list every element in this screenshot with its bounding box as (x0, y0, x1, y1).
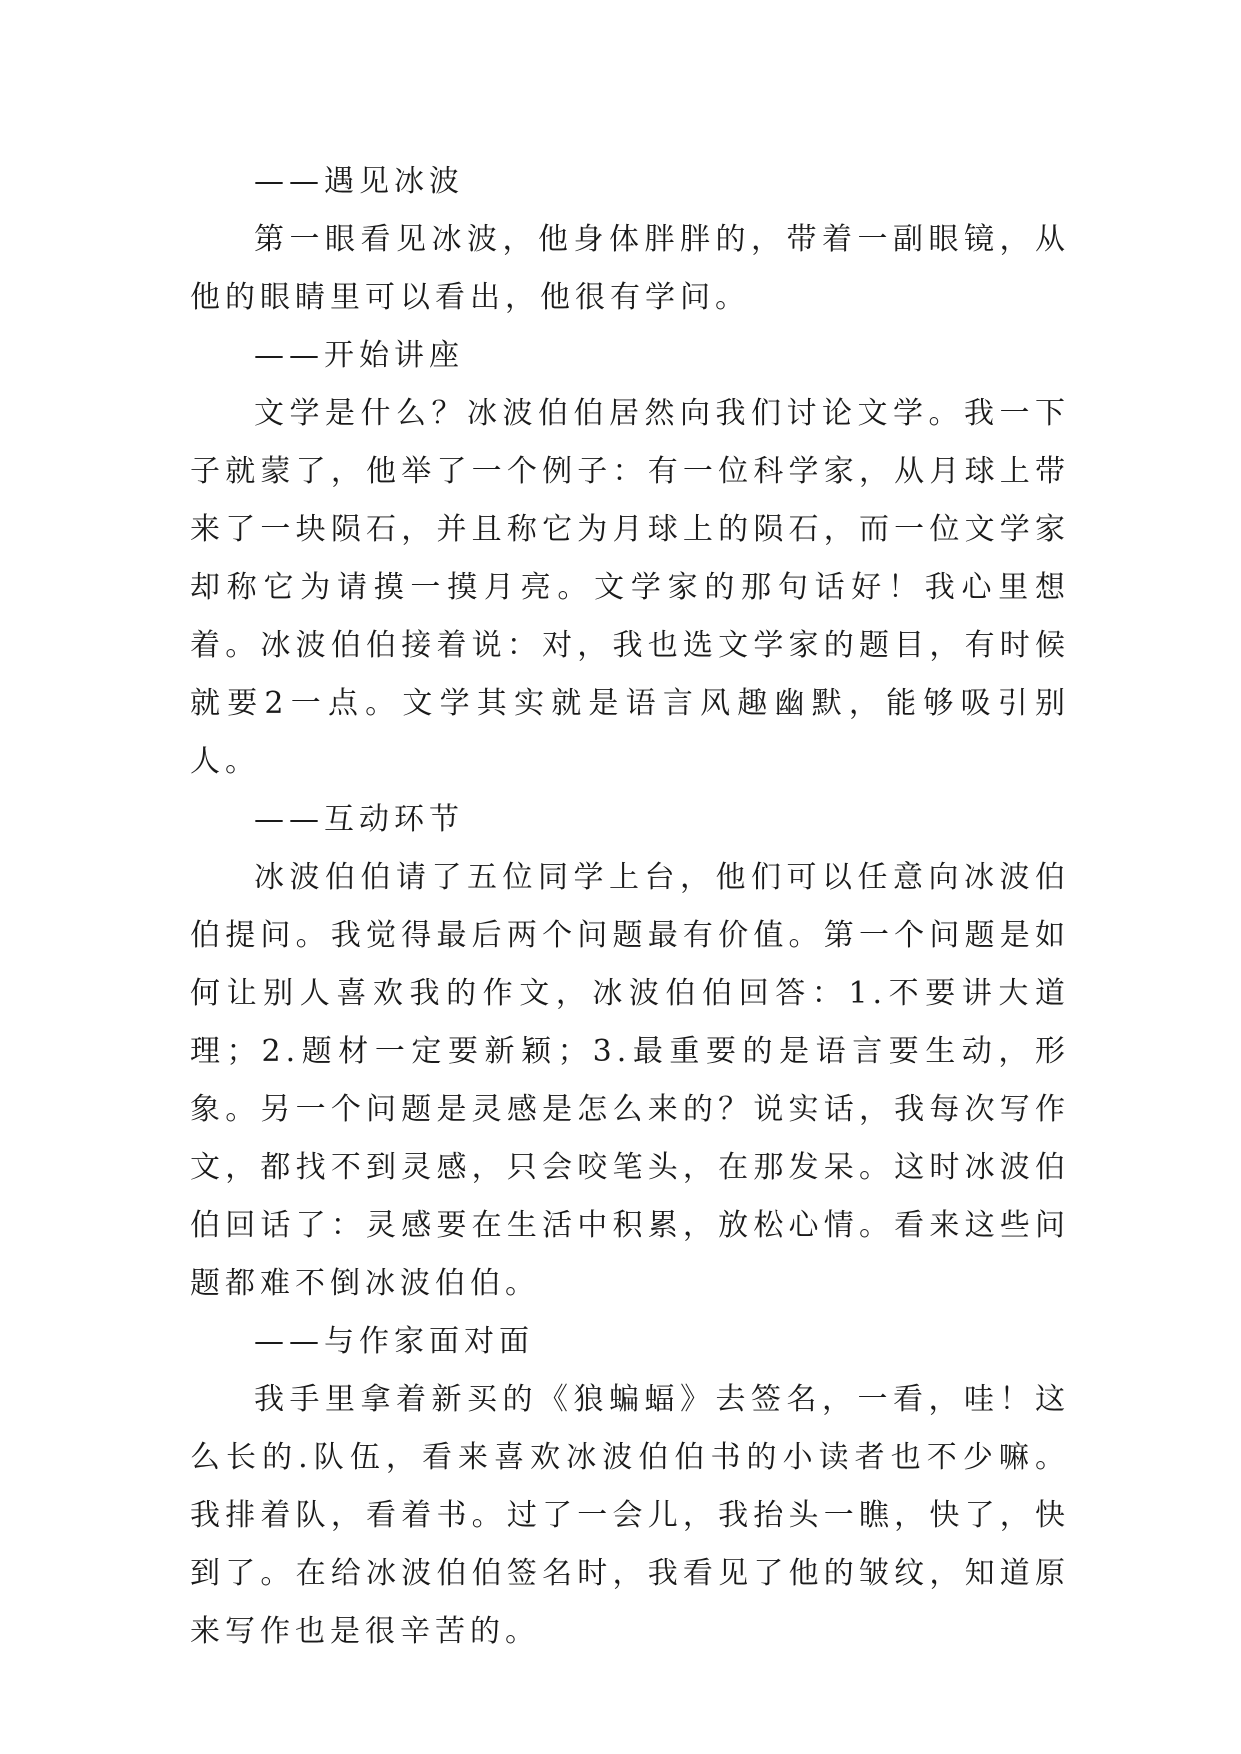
section-heading-lecture: ——开始讲座 (254, 338, 464, 373)
section-paragraph-face-to-face: 我手里拿着新买的《狼蝙蝠》去签名，一看，哇！这么长的.队伍，看来喜欢冰波伯伯书的小读者也不少嘛。我排着队，看着书。过了一会儿，我抬头一瞧，快了，快到了。在给冰波伯伯签名时，我看见了他的皱纹，知道原来写作也是很辛苦的。 (190, 1382, 1070, 1649)
section-heading-interaction: ——互动环节 (254, 802, 464, 837)
document-body (190, 153, 1070, 1661)
section-paragraph-lecture: 文学是什么？冰波伯伯居然向我们讨论文学。我一下子就蒙了，他举了一个例子：有一位科学家，从月球上带来了一块陨石，并且称它为月球上的陨石，而一位文学家却称它为请摸一摸月亮。文学家的那句话好！我心里想着。冰波伯伯接着说：对，我也选文学家的题目，有时候就要2一点。文学其实就是语言风趣幽默，能够吸引别人。 (190, 396, 1070, 779)
section-paragraph-interaction: 冰波伯伯请了五位同学上台，他们可以任意向冰波伯伯提问。我觉得最后两个问题最有价值。第一个问题是如何让别人喜欢我的作文，冰波伯伯回答：1.不要讲大道理；2.题材一定要新颖；3.最重要的是语言要生动，形象。另一个问题是灵感是怎么来的？说实话，我每次写作文，都找不到灵感，只会咬笔头，在那发呆。这时冰波伯伯回话了：灵感要在生活中积累，放松心情。看来这些问题都难不倒冰波伯伯。 (190, 860, 1070, 1301)
section-heading-face-to-face: ——与作家面对面 (254, 1324, 534, 1359)
section-heading-meeting: ——遇见冰波 (254, 164, 464, 199)
section-paragraph-meeting: 第一眼看见冰波，他身体胖胖的，带着一副眼镜，从他的眼睛里可以看出，他很有学问。 (190, 222, 1070, 315)
